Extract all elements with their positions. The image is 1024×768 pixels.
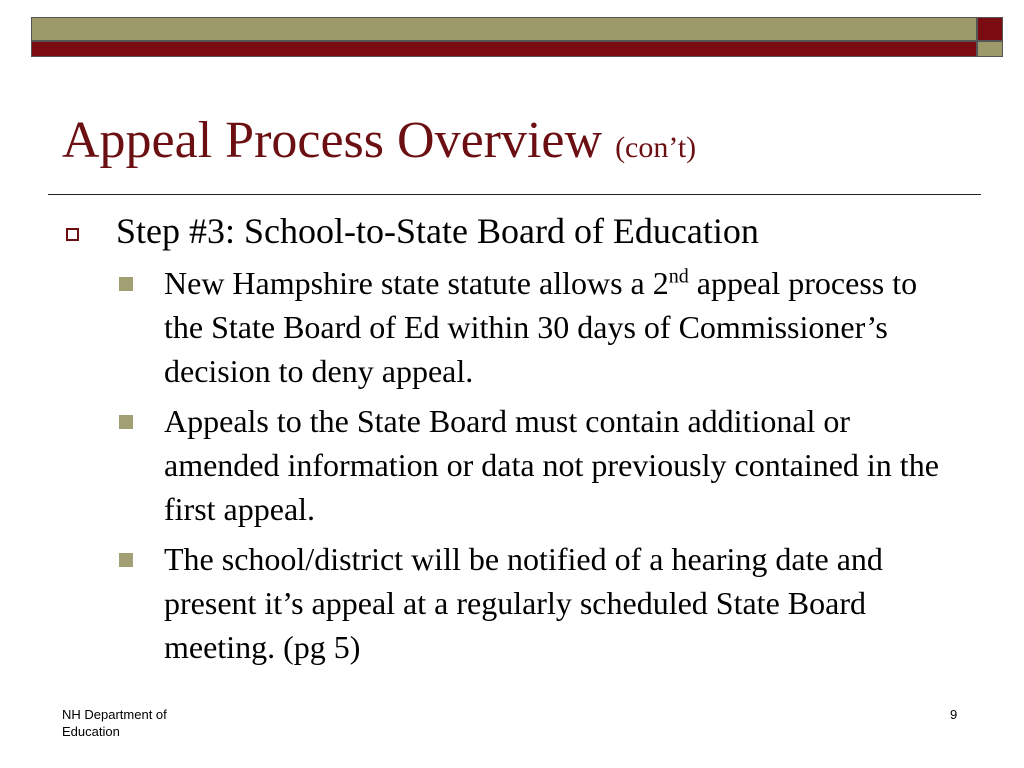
bullet-superscript: nd xyxy=(668,265,689,288)
header-square-olive xyxy=(977,41,1003,57)
square-bullet-icon xyxy=(119,553,133,567)
bullet-text: The school/district will be notified of a hearing date and present it’s appeal at a regularly scheduled State Board meeting. (pg 5) xyxy=(164,541,883,666)
bullet-text: Appeals to the State Board must contain additional or amended information or data not previously contained in the first appeal. xyxy=(164,403,939,528)
header-bar-red xyxy=(31,41,977,57)
hollow-square-icon xyxy=(66,228,79,241)
bullet-item xyxy=(62,261,962,393)
bullet-item xyxy=(62,537,962,669)
footer-organization: NH Department of Education xyxy=(62,707,167,739)
square-bullet-icon xyxy=(119,277,133,291)
title-main: Appeal Process Overview xyxy=(62,112,603,169)
header-bar-olive xyxy=(31,17,977,41)
slide-content xyxy=(62,210,962,675)
bullet-item xyxy=(62,399,962,531)
step-heading xyxy=(62,210,962,253)
bullet-text-after: appeal process to the State Board of Ed within 30 days of Commissioner’s decision to deny appeal. xyxy=(164,265,918,390)
title-divider xyxy=(48,194,981,195)
bullet-text-before: New Hampshire state statute allows a 2 xyxy=(164,265,669,302)
title-suffix: (con’t) xyxy=(615,131,697,164)
footer-page-number: 9 xyxy=(950,707,958,722)
square-bullet-icon xyxy=(119,415,133,429)
slide-title xyxy=(62,112,696,169)
step-heading-text: Step #3: School-to-State Board of Education xyxy=(116,211,759,251)
header-square-red xyxy=(977,17,1003,41)
